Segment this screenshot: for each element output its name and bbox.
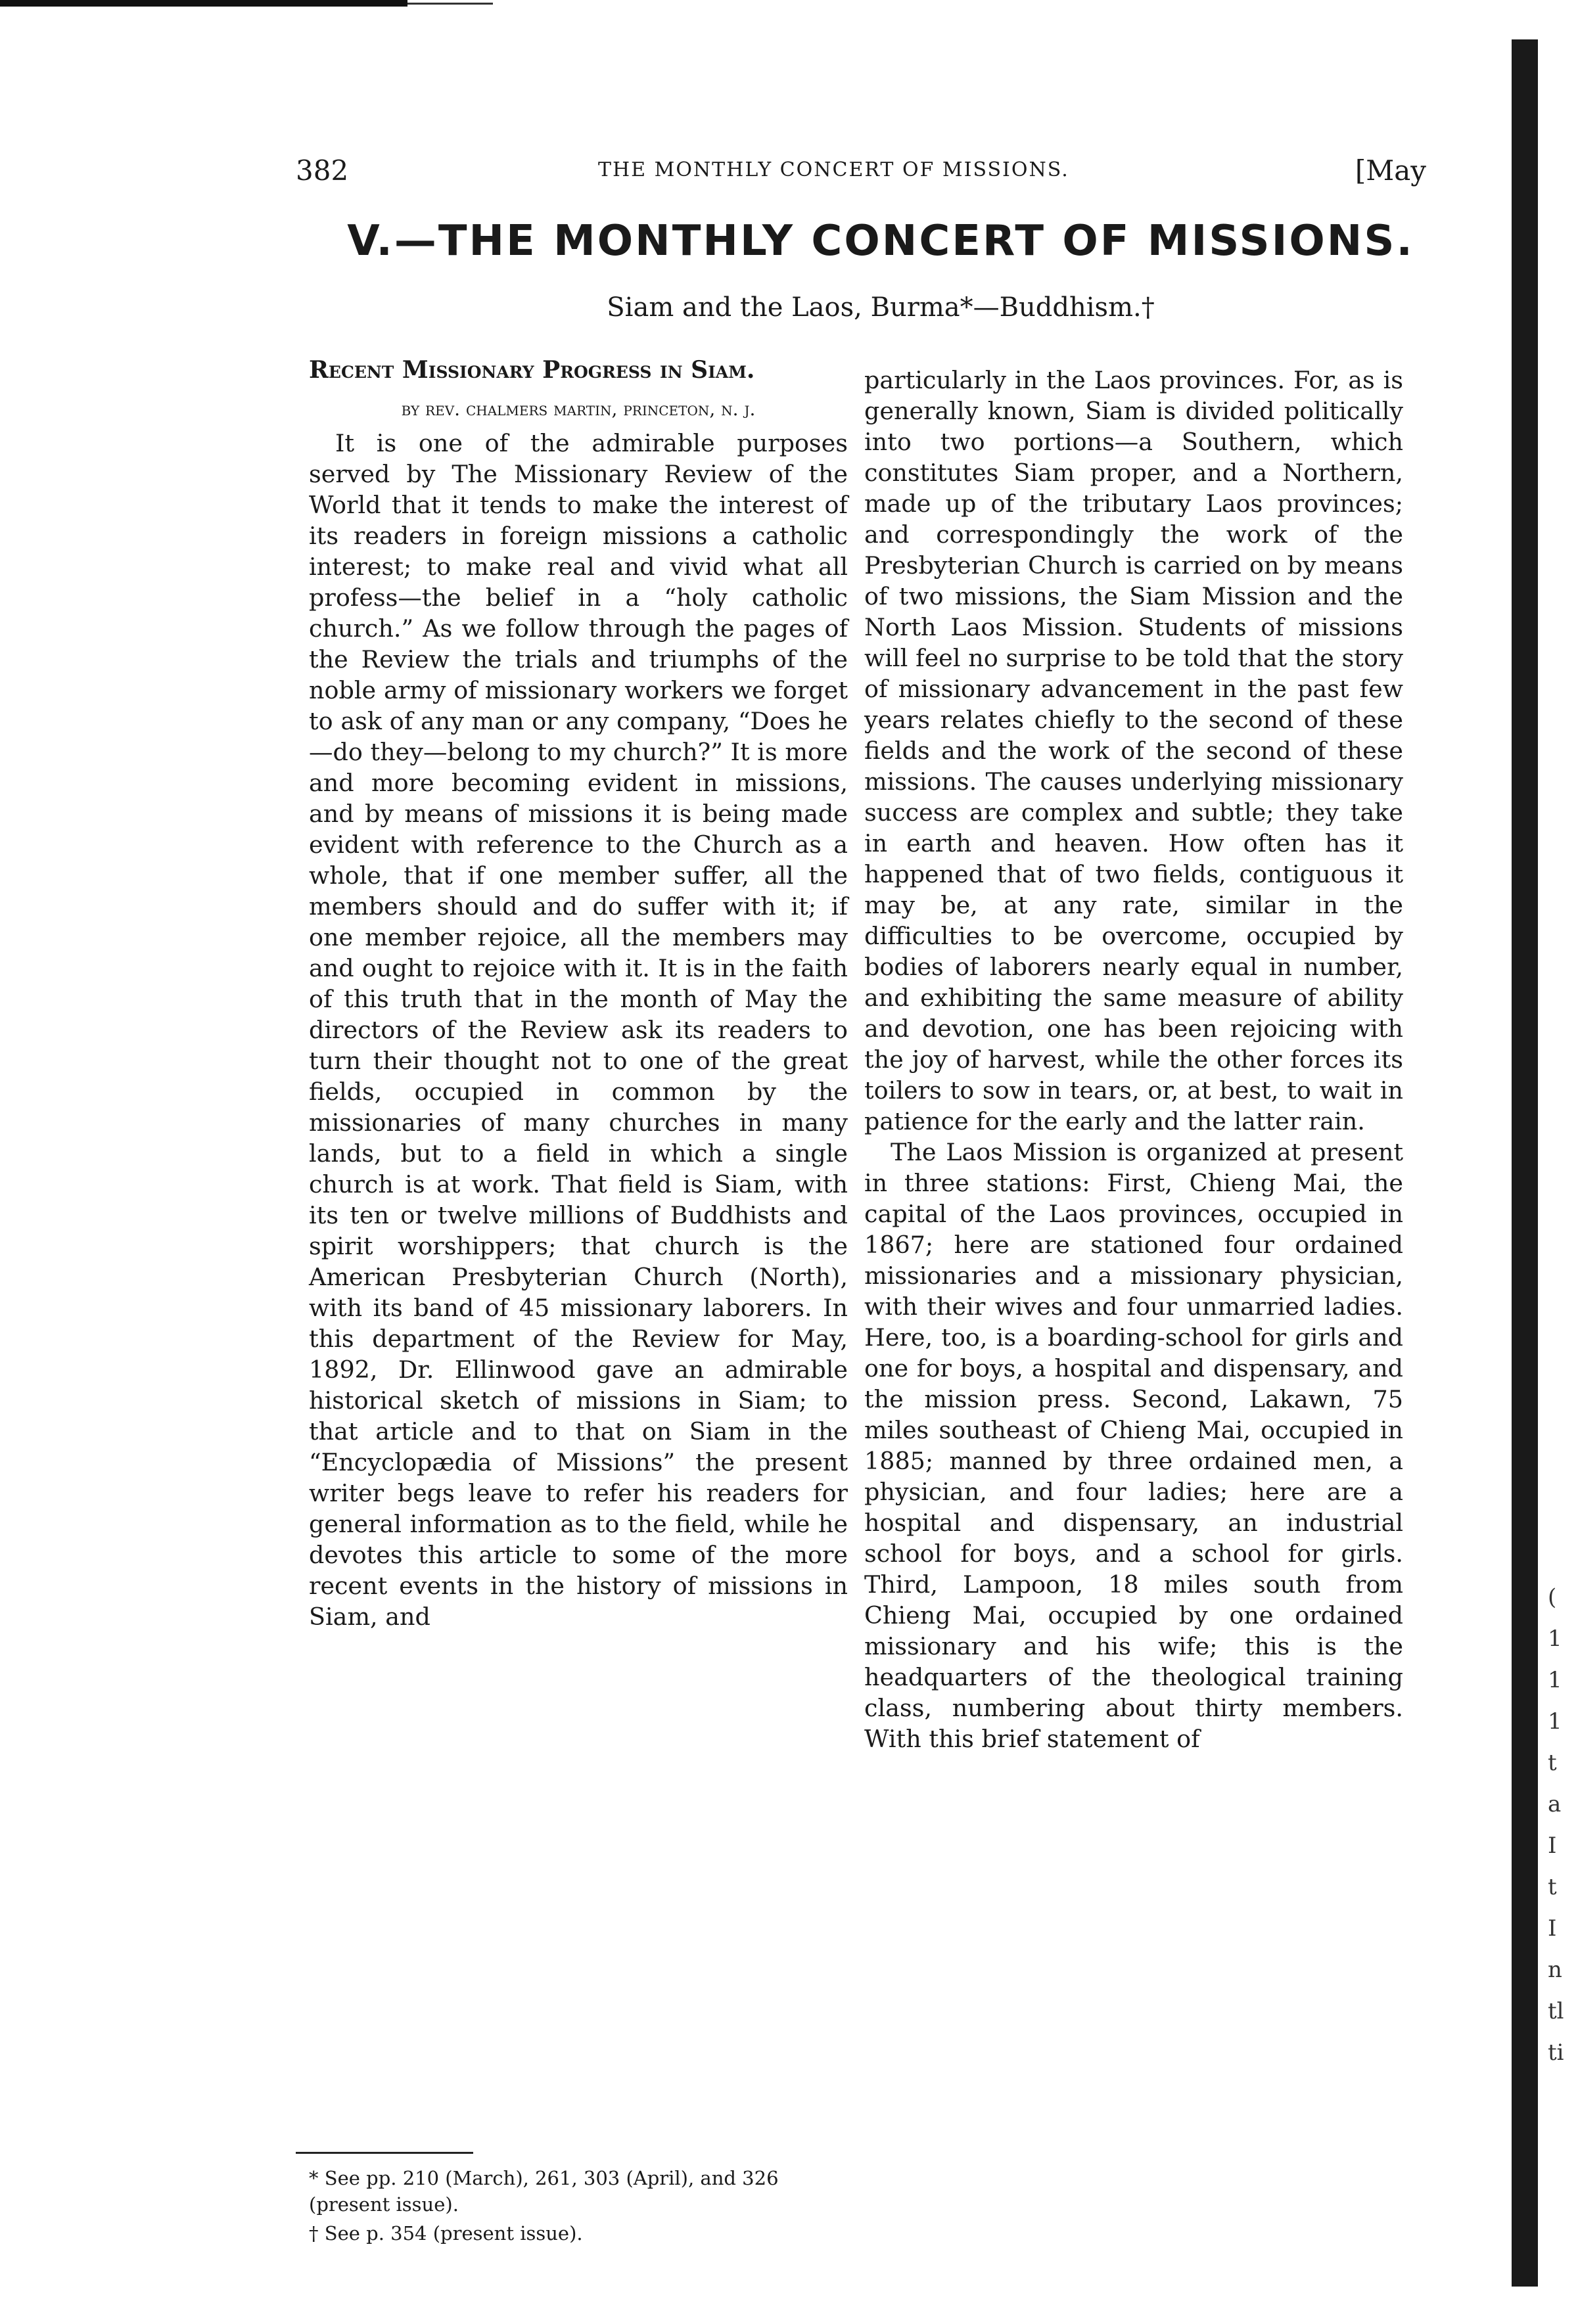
margin-mark: ti	[1548, 2039, 1564, 2066]
margin-mark: 1	[1548, 1626, 1562, 1652]
binding-shadow-bar	[1512, 39, 1538, 2287]
margin-mark: a	[1548, 1791, 1562, 1817]
right-paragraph-1: particularly in the Laos provinces. For, as is generally known, Siam is divided politically into two portions—a Southern, which constitutes Siam proper, and a Northern, made up of the tributary Laos provinces; and correspondingly the work of the Presbyterian Church is carried on by means of two missions, the Siam Mission and the North Laos Mission. Students of missions will feel no surprise to be told that the story of missionary advancement in the past few years relates chiefly to the second of these fields and the work of the second of these missions. The causes underlying missionary success are complex and subtle; they take in earth and heaven. How often has it happened that of two fields, contiguous it may be, at any rate, similar in the difficulties to be overcome, occupied by bodies of laborers nearly equal in number, and exhibiting the same measure of ability and devotion, one has been rejoicing with the joy of harvest, while the other forces its toilers to sow in tears, or, at best, to wait in patience for the early and the latter rain.	[864, 366, 1403, 1135]
top-rule	[0, 0, 407, 7]
footnote-rule	[296, 2152, 473, 2154]
running-head-month: [May	[1355, 154, 1426, 187]
footnote-2: † See p. 354 (present issue).	[309, 2222, 583, 2244]
running-head	[296, 154, 1426, 194]
page-number: 382	[296, 154, 349, 187]
top-rule-thin	[407, 3, 493, 5]
margin-mark: 1	[1548, 1708, 1562, 1735]
article-title: Recent Missionary Progress in Siam.	[309, 356, 755, 384]
margin-mark: t	[1548, 1750, 1557, 1776]
margin-marks	[1548, 1577, 1574, 2074]
margin-mark: n	[1548, 1957, 1562, 1983]
margin-mark: tl	[1548, 1998, 1564, 2024]
article-byline: by rev. chalmers martin, princeton, n. j.	[401, 398, 756, 420]
footnote-1: * See pp. 210 (March), 261, 303 (April), and 326 (present issue).	[309, 2167, 779, 2216]
right-paragraph-2: The Laos Mission is organized at present in three stations: First, Chieng Mai, the capital of the Laos provinces, occupied in 1867; here are stationed four ordained missionaries and a missionary physician, with their wives and four unmarried ladies. Here, too, is a boarding-school for girls and one for boys, a hospital and dispensary, and the mission press. Second, Lakawn, 75 miles southeast of Chieng Mai, occupied in 1885; manned by three ordained men, a physician, and four ladies; here are a hospital and dispensary, an industrial school for boys, and a school for girls. Third, Lampoon, 18 miles south from Chieng Mai, occupied by one ordained missionary and his wife; this is the headquarters of the theological training class, numbering about thirty members. With this brief statement of	[864, 1138, 1403, 1753]
margin-mark: I	[1548, 1915, 1557, 1942]
margin-mark: I	[1548, 1833, 1557, 1859]
footnotes	[309, 2165, 822, 2249]
section-subtitle: Siam and the Laos, Burma*—Buddhism.†	[607, 292, 1155, 323]
margin-mark: (	[1548, 1584, 1557, 1610]
left-paragraph: It is one of the admirable purposes served by The Missionary Review of the World that it tends to make the interest of its readers in foreign missions a catholic interest; to make real and vivid what all profess—the belief in a “holy catholic church.” As we follow through the pages of the Review the trials and triumphs of the noble army of missionary workers we forget to ask of any man or any company, “Does he—do they—belong to my church?” It is more and more becoming evident in missions, and by means of missions it is being made evident with reference to the Church as a whole, that if one member suffer, all the members should and do suffer with it; if one member rejoice, all the members may and ought to rejoice with it. It is in the faith of this truth that in the month of May the directors of the Review ask its readers to turn their thought not to one of the great fields, occupied in common by the missionaries of many churches in many lands, but to a field in which a single church is at work. That field is Siam, with its ten or twelve millions of Buddhists and spirit worshippers; that church is the American Presbyterian Church (North), with its band of 45 missionary laborers. In this department of the Review for May, 1892, Dr. Ellinwood gave an admirable historical sketch of missions in Siam; to that article and to that on Siam in the “Encyclopædia of Missions” the present writer begs leave to refer his readers for general information as to the field, while he devotes this article to some of the more recent events in the history of missions in Siam, and	[309, 429, 848, 1631]
margin-mark: 1	[1548, 1667, 1562, 1693]
margin-mark: t	[1548, 1874, 1557, 1900]
section-title: V.—THE MONTHLY CONCERT OF MISSIONS.	[347, 217, 1414, 265]
running-head-title: THE MONTHLY CONCERT OF MISSIONS.	[598, 158, 1069, 181]
right-column	[864, 365, 1403, 1754]
left-column	[309, 355, 848, 1632]
